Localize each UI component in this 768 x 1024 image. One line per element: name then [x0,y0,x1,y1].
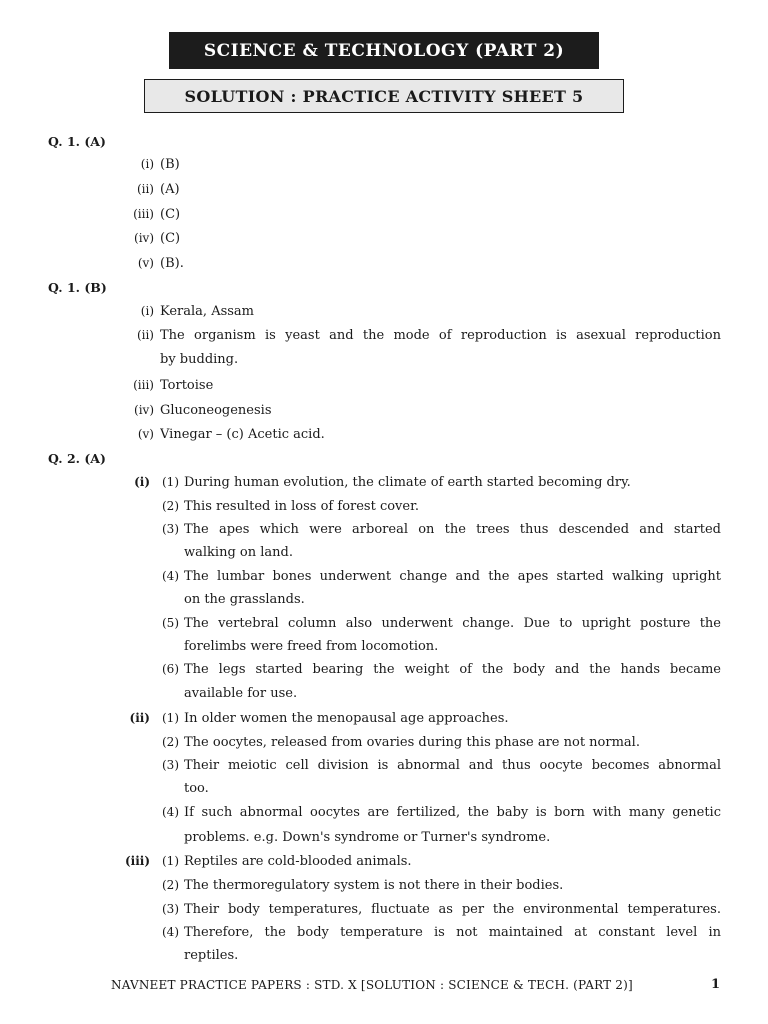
point-number: (4) [162,805,179,819]
item-text: (C) [160,231,181,246]
list-item [0,735,768,757]
list-item [0,854,768,876]
point-text: Their body temperatures, fluctuate as per the environmental temperatures. [184,902,721,917]
list-item [0,758,768,780]
point-number: (1) [162,854,179,868]
point-text: During human evolution, the climate of earth started becoming dry. [184,475,631,490]
point-text: reptiles. [184,948,239,963]
item-text: (A) [160,182,180,197]
point-text: walking on land. [184,545,293,560]
list-item-continuation [0,592,768,614]
item-text: Gluconeogenesis [160,403,272,418]
list-item [0,522,768,544]
point-number: (1) [162,475,179,489]
item-text: Kerala, Assam [160,304,255,319]
list-item-continuation [0,545,768,567]
list-item [0,499,768,521]
list-item-continuation [0,352,768,374]
item-text: by budding. [160,352,239,367]
point-number: (3) [162,902,179,916]
point-text: too. [184,781,209,796]
item-number: (i) [140,157,154,171]
item-text: The organism is yeast and the mode of reproduction is asexual reproduction [160,328,721,343]
point-number: (1) [162,711,179,725]
list-item [0,616,768,638]
point-text: The thermoregulatory system is not there in their bodies. [184,878,564,893]
page-title: SCIENCE & TECHNOLOGY (PART 2) [169,32,599,69]
list-item [0,157,768,179]
point-number: (3) [162,758,179,772]
point-text: The vertebral column also underwent change. Due to upright posture the [184,616,721,631]
list-item [0,256,768,278]
item-number: (iii) [133,207,154,221]
list-item [0,304,768,326]
list-item-continuation [0,686,768,708]
point-text: Reptiles are cold-blooded animals. [184,854,412,869]
item-text: Tortoise [160,378,214,393]
point-number: (4) [162,569,179,583]
list-item [0,475,768,497]
list-item-continuation [0,781,768,803]
question-heading-q1a: Q. 1. (A) [48,134,106,149]
part-label: (i) [134,475,150,489]
item-number: (iv) [134,403,154,417]
list-item [0,711,768,733]
item-number: (ii) [136,328,154,342]
point-text: Their meiotic cell division is abnormal and thus oocyte becomes abnormal [184,758,721,773]
question-heading-q1b: Q. 1. (B) [48,280,107,295]
point-number: (2) [162,878,179,892]
item-number: (i) [140,304,154,318]
point-text: The apes which were arboreal on the trees thus descended and started [184,522,721,537]
item-text: (B) [160,157,180,172]
item-number: (iii) [133,378,154,392]
list-item [0,207,768,229]
list-item [0,878,768,900]
list-item [0,378,768,400]
point-number: (2) [162,735,179,749]
point-number: (5) [162,616,179,630]
point-text: Therefore, the body temperature is not maintained at constant level in [184,925,721,940]
list-item-continuation [0,639,768,661]
page-number: 1 [711,977,721,992]
point-text: The lumbar bones underwent change and the apes started walking upright [184,569,721,584]
list-item [0,328,768,350]
question-heading-q2a: Q. 2. (A) [48,451,106,466]
point-text: In older women the menopausal age approaches. [184,711,509,726]
list-item [0,569,768,591]
part-label: (ii) [129,711,150,725]
list-item [0,805,768,827]
item-text: (C) [160,207,181,222]
list-item [0,925,768,947]
list-item [0,902,768,924]
item-number: (iv) [134,231,154,245]
point-number: (3) [162,522,179,536]
point-text: problems. e.g. Down's syndrome or Turner's syndrome. [184,830,551,845]
list-item [0,662,768,684]
list-item-continuation [0,948,768,970]
point-text: forelimbs were freed from locomotion. [184,639,439,654]
point-text: available for use. [184,686,298,701]
point-text: If such abnormal oocytes are fertilized, the baby is born with many genetic [184,805,721,820]
page-subtitle: SOLUTION : PRACTICE ACTIVITY SHEET 5 [144,79,624,113]
point-number: (6) [162,662,179,676]
item-number: (v) [137,256,154,270]
list-item [0,403,768,425]
page-footer: NAVNEET PRACTICE PAPERS : STD. X [SOLUTION : SCIENCE & TECH. (PART 2)] [111,978,633,992]
point-text: This resulted in loss of forest cover. [184,499,420,514]
point-number: (4) [162,925,179,939]
point-number: (2) [162,499,179,513]
item-text: Vinegar – (c) Acetic acid. [160,427,325,442]
list-item [0,182,768,204]
part-label: (iii) [124,854,150,868]
list-item [0,231,768,253]
item-number: (ii) [136,182,154,196]
point-text: The oocytes, released from ovaries during this phase are not normal. [184,735,640,750]
item-number: (v) [137,427,154,441]
item-text: (B). [160,256,184,271]
list-item [0,427,768,449]
point-text: on the grasslands. [184,592,305,607]
list-item-continuation [0,830,768,852]
point-text: The legs started bearing the weight of the body and the hands became [184,662,721,677]
